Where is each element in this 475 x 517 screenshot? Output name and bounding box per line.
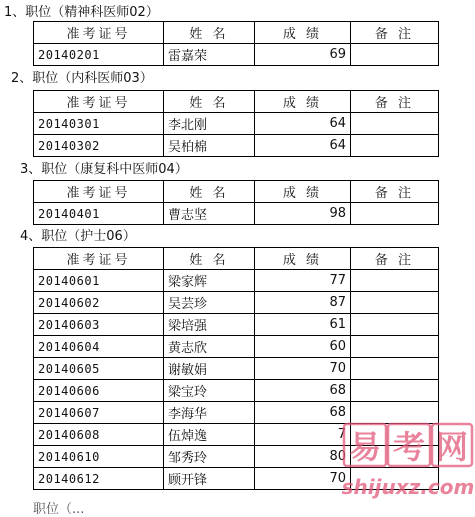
header-score: 成 绩 — [255, 91, 351, 113]
header-score: 成 绩 — [255, 181, 351, 203]
watermark-char: 考 — [392, 428, 426, 466]
cell-name: 黄志欣 — [164, 336, 255, 358]
cell-score: 77 — [255, 270, 351, 292]
score-table-section-3 — [33, 180, 439, 225]
header-score: 成 绩 — [255, 22, 351, 44]
header-exam-id: 准考证号 — [34, 248, 164, 270]
cell-exam-id: 20140601 — [34, 270, 164, 292]
cell-score: 69 — [255, 44, 351, 66]
cell-score: 70 — [255, 358, 351, 380]
section-heading: 2、职位（内科医师03） — [11, 71, 153, 86]
cell-name: 吴芸珍 — [164, 292, 255, 314]
cell-name: 梁宝玲 — [164, 380, 255, 402]
table-row — [34, 113, 439, 135]
cell-exam-id: 20140301 — [34, 113, 164, 135]
cell-score: 98 — [255, 203, 351, 225]
table-header-row — [34, 181, 439, 203]
cell-note — [351, 270, 439, 292]
cell-name: 邹秀玲 — [164, 446, 255, 468]
cell-exam-id: 20140401 — [34, 203, 164, 225]
table-header-row — [34, 91, 439, 113]
cell-exam-id: 20140604 — [34, 336, 164, 358]
cell-score: 64 — [255, 113, 351, 135]
truncated-next-heading: 职位（... — [33, 502, 85, 517]
cell-exam-id: 20140608 — [34, 424, 164, 446]
table-header-row — [34, 22, 439, 44]
table-row — [34, 358, 439, 380]
cell-note — [351, 314, 439, 336]
header-name: 姓 名 — [164, 248, 255, 270]
cell-score: 80 — [255, 446, 351, 468]
cell-score: 70 — [255, 468, 351, 490]
cell-name: 吴柏棉 — [164, 135, 255, 157]
score-table-section-2 — [33, 90, 439, 157]
table-row — [34, 380, 439, 402]
watermark-logo — [338, 416, 475, 505]
header-note: 备 注 — [351, 22, 439, 44]
cell-name: 顾开锋 — [164, 468, 255, 490]
table-row — [34, 292, 439, 314]
cell-note — [351, 135, 439, 157]
section-heading: 4、职位（护士06） — [20, 229, 136, 244]
cell-score: 68 — [255, 402, 351, 424]
cell-exam-id: 20140610 — [34, 446, 164, 468]
cell-score: 61 — [255, 314, 351, 336]
header-exam-id: 准考证号 — [34, 91, 164, 113]
watermark-url: shijuxz.com — [341, 475, 475, 499]
cell-score: 68 — [255, 380, 351, 402]
cell-name: 谢敏娟 — [164, 358, 255, 380]
cell-note — [351, 336, 439, 358]
cell-note — [351, 292, 439, 314]
table-row — [34, 270, 439, 292]
header-exam-id: 准考证号 — [34, 181, 164, 203]
watermark-char: 易 — [348, 428, 382, 466]
table-header-row — [34, 248, 439, 270]
header-exam-id: 准考证号 — [34, 22, 164, 44]
section-heading: 3、职位（康复科中医师04） — [20, 162, 188, 177]
table-row — [34, 203, 439, 225]
table-row — [34, 336, 439, 358]
header-note: 备 注 — [351, 248, 439, 270]
header-note: 备 注 — [351, 181, 439, 203]
header-name: 姓 名 — [164, 22, 255, 44]
header-score: 成 绩 — [255, 248, 351, 270]
cell-exam-id: 20140603 — [34, 314, 164, 336]
cell-exam-id: 20140607 — [34, 402, 164, 424]
cell-score: 60 — [255, 336, 351, 358]
cell-score: 7 — [255, 424, 351, 446]
cell-name: 梁培强 — [164, 314, 255, 336]
cell-name: 雷嘉荣 — [164, 44, 255, 66]
section-heading: 1、职位（精神科医师02） — [4, 5, 159, 20]
cell-name: 李海华 — [164, 402, 255, 424]
cell-name: 梁家辉 — [164, 270, 255, 292]
cell-note — [351, 380, 439, 402]
cell-exam-id: 20140612 — [34, 468, 164, 490]
header-name: 姓 名 — [164, 91, 255, 113]
cell-exam-id: 20140602 — [34, 292, 164, 314]
header-note: 备 注 — [351, 91, 439, 113]
cell-note — [351, 44, 439, 66]
watermark-char: 网 — [435, 428, 469, 466]
cell-score: 87 — [255, 292, 351, 314]
cell-exam-id: 20140606 — [34, 380, 164, 402]
cell-note — [351, 203, 439, 225]
table-row — [34, 314, 439, 336]
cell-name: 伍焯逸 — [164, 424, 255, 446]
cell-name: 李北刚 — [164, 113, 255, 135]
table-row — [34, 44, 439, 66]
header-name: 姓 名 — [164, 181, 255, 203]
cell-score: 64 — [255, 135, 351, 157]
cell-note — [351, 358, 439, 380]
table-row — [34, 135, 439, 157]
score-table-section-1 — [33, 21, 439, 66]
cell-name: 曹志坚 — [164, 203, 255, 225]
cell-exam-id: 20140201 — [34, 44, 164, 66]
cell-exam-id: 20140302 — [34, 135, 164, 157]
cell-exam-id: 20140605 — [34, 358, 164, 380]
cell-note — [351, 113, 439, 135]
